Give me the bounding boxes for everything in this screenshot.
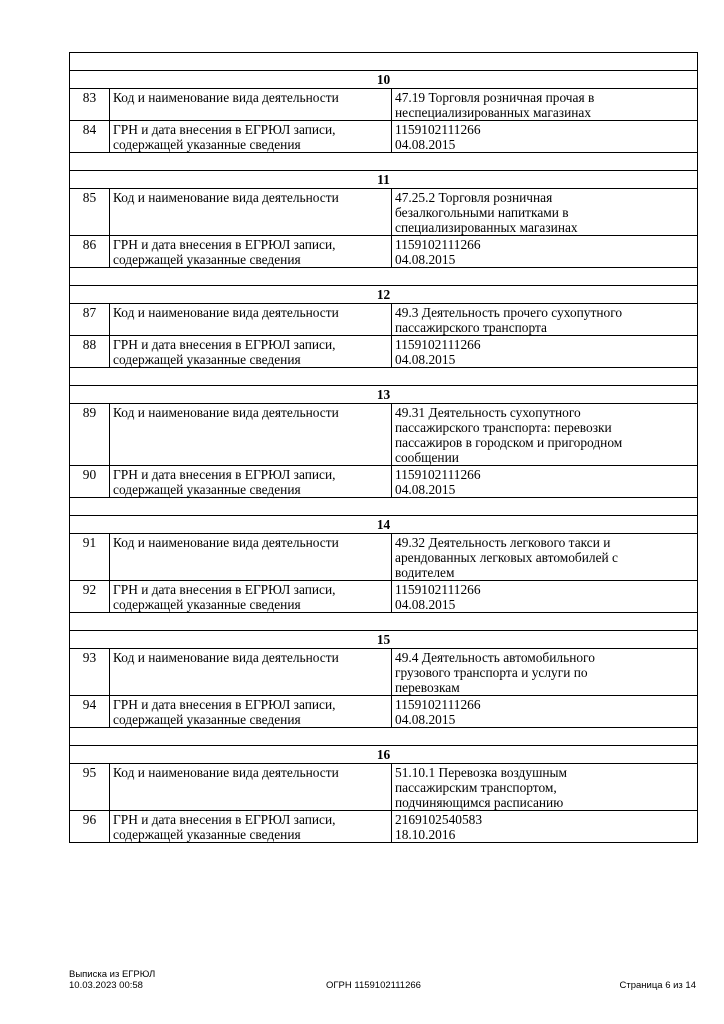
row-value [392, 581, 698, 613]
row-value [392, 466, 698, 498]
row-value-line: арендованных легковых автомобилей с [395, 550, 618, 565]
row-value-line: 49.3 Деятельность прочего сухопутного [395, 305, 623, 320]
table-row [70, 404, 698, 466]
row-number: 85 [70, 189, 110, 236]
table-row [70, 534, 698, 581]
table-row [70, 581, 698, 613]
row-value-line: сообщении [395, 450, 459, 465]
section-header-row [70, 286, 698, 304]
spacer-cell [70, 268, 698, 286]
row-value-line: 18.10.2016 [395, 827, 456, 842]
section-header-row [70, 631, 698, 649]
row-value-line: пассажиров в городском и пригородном [395, 435, 623, 450]
spacer-row [70, 728, 698, 746]
row-label: Код и наименование вида деятельности [110, 534, 392, 581]
row-number: 89 [70, 404, 110, 466]
table-row [70, 236, 698, 268]
section-number: 13 [70, 386, 698, 404]
footer-datetime: 10.03.2023 00:58 [69, 980, 143, 991]
row-value [392, 121, 698, 153]
row-value-line: подчиняющимся расписанию [395, 795, 564, 810]
row-value-line: 04.08.2015 [395, 352, 456, 367]
row-number: 86 [70, 236, 110, 268]
row-value-line: 47.19 Торговля розничная прочая в [395, 90, 595, 105]
row-number: 93 [70, 649, 110, 696]
row-number: 92 [70, 581, 110, 613]
row-number: 90 [70, 466, 110, 498]
row-value-line: грузового транспорта и услуги по [395, 665, 588, 680]
row-value-line: специализированных магазинах [395, 220, 578, 235]
row-number: 91 [70, 534, 110, 581]
row-value-line: пассажирского транспорта: перевозки [395, 420, 612, 435]
row-value [392, 404, 698, 466]
spacer-row [70, 613, 698, 631]
row-value-line: неспециализированных магазинах [395, 105, 592, 120]
row-value-line: 1159102111266 [395, 582, 481, 597]
row-value [392, 649, 698, 696]
row-value-line: 04.08.2015 [395, 712, 456, 727]
spacer-row [70, 53, 698, 71]
section-number: 15 [70, 631, 698, 649]
row-value [392, 236, 698, 268]
section-header-row [70, 171, 698, 189]
row-value-line: 2169102540583 [395, 812, 483, 827]
row-label: ГРН и дата внесения в ЕГРЮЛ записи, содержащей указанные сведения [110, 336, 392, 368]
footer-title: Выписка из ЕГРЮЛ [69, 969, 156, 980]
spacer-row [70, 368, 698, 386]
row-label: Код и наименование вида деятельности [110, 404, 392, 466]
spacer-row [70, 498, 698, 516]
row-value-line: перевозкам [395, 680, 460, 695]
row-value-line: 1159102111266 [395, 467, 481, 482]
row-value [392, 696, 698, 728]
row-number: 84 [70, 121, 110, 153]
row-value-line: 1159102111266 [395, 237, 481, 252]
section-number: 16 [70, 746, 698, 764]
row-number: 96 [70, 811, 110, 843]
row-value [392, 764, 698, 811]
table-row [70, 466, 698, 498]
table-row [70, 304, 698, 336]
row-number: 94 [70, 696, 110, 728]
spacer-cell [70, 498, 698, 516]
row-label: ГРН и дата внесения в ЕГРЮЛ записи, содержащей указанные сведения [110, 121, 392, 153]
table-row [70, 89, 698, 121]
row-value-line: 1159102111266 [395, 337, 481, 352]
row-value-line: 47.25.2 Торговля розничная [395, 190, 553, 205]
row-number: 83 [70, 89, 110, 121]
row-label: ГРН и дата внесения в ЕГРЮЛ записи, содержащей указанные сведения [110, 696, 392, 728]
spacer-cell [70, 728, 698, 746]
table-row [70, 696, 698, 728]
section-header-row [70, 516, 698, 534]
spacer-cell [70, 613, 698, 631]
section-number: 10 [70, 71, 698, 89]
row-number: 87 [70, 304, 110, 336]
row-value [392, 534, 698, 581]
activities-table [69, 52, 698, 843]
table-row [70, 764, 698, 811]
row-value-line: 04.08.2015 [395, 137, 456, 152]
footer-ogrn: ОГРН 1159102111266 [326, 980, 421, 991]
row-number: 95 [70, 764, 110, 811]
row-value-line: 1159102111266 [395, 697, 481, 712]
row-value [392, 811, 698, 843]
row-value [392, 336, 698, 368]
table-row [70, 811, 698, 843]
table-row [70, 121, 698, 153]
row-value-line: 1159102111266 [395, 122, 481, 137]
row-label: ГРН и дата внесения в ЕГРЮЛ записи, содержащей указанные сведения [110, 811, 392, 843]
row-label: ГРН и дата внесения в ЕГРЮЛ записи, содержащей указанные сведения [110, 236, 392, 268]
row-label: Код и наименование вида деятельности [110, 189, 392, 236]
section-header-row [70, 746, 698, 764]
spacer-cell [70, 368, 698, 386]
row-value [392, 189, 698, 236]
row-value-line: пассажирского транспорта [395, 320, 547, 335]
row-number: 88 [70, 336, 110, 368]
row-label: Код и наименование вида деятельности [110, 89, 392, 121]
row-value-line: безалкогольными напитками в [395, 205, 569, 220]
row-value-line: 04.08.2015 [395, 597, 456, 612]
spacer-row [70, 153, 698, 171]
spacer-row [70, 268, 698, 286]
section-header-row [70, 71, 698, 89]
row-label: ГРН и дата внесения в ЕГРЮЛ записи, содержащей указанные сведения [110, 581, 392, 613]
row-value-line: пассажирским транспортом, [395, 780, 557, 795]
row-value-line: 49.32 Деятельность легкового такси и [395, 535, 611, 550]
section-number: 11 [70, 171, 698, 189]
extract-page [69, 52, 697, 843]
row-label: Код и наименование вида деятельности [110, 304, 392, 336]
table-row [70, 189, 698, 236]
row-label: ГРН и дата внесения в ЕГРЮЛ записи, содержащей указанные сведения [110, 466, 392, 498]
table-row [70, 649, 698, 696]
footer-doc-info [69, 969, 155, 991]
row-value-line: 51.10.1 Перевозка воздушным [395, 765, 568, 780]
row-value [392, 304, 698, 336]
footer-page-number: Страница 6 из 14 [619, 980, 696, 991]
row-label: Код и наименование вида деятельности [110, 649, 392, 696]
section-number: 12 [70, 286, 698, 304]
section-header-row [70, 386, 698, 404]
row-value-line: 49.4 Деятельность автомобильного [395, 650, 595, 665]
table-row [70, 336, 698, 368]
section-number: 14 [70, 516, 698, 534]
spacer-cell [70, 153, 698, 171]
row-label: Код и наименование вида деятельности [110, 764, 392, 811]
row-value-line: 04.08.2015 [395, 482, 456, 497]
row-value [392, 89, 698, 121]
row-value-line: водителем [395, 565, 455, 580]
spacer-cell [70, 53, 698, 71]
row-value-line: 49.31 Деятельность сухопутного [395, 405, 581, 420]
row-value-line: 04.08.2015 [395, 252, 456, 267]
